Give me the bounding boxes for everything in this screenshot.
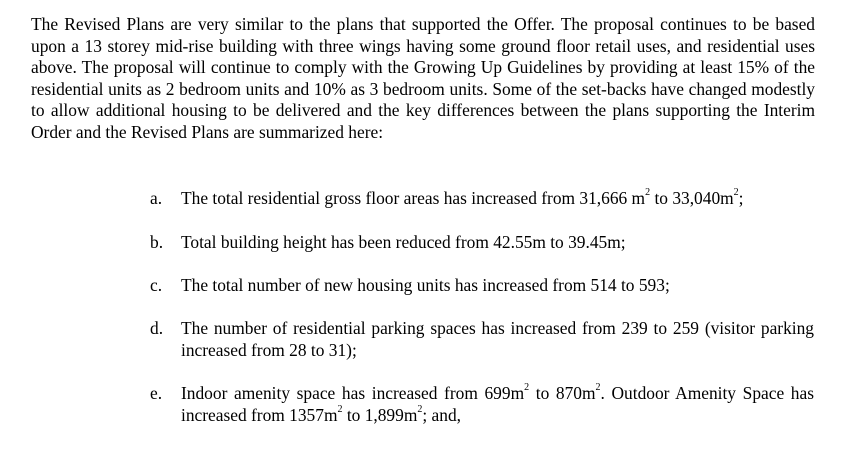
list-item-b (150, 232, 814, 254)
list-item-text: The total residential gross floor areas has increased from 31,666 $m^2$ to $33,040m^2$; (181, 187, 744, 208)
list-marker: d. (150, 318, 164, 338)
list-marker: b. (150, 232, 164, 252)
list-marker: e. (150, 383, 163, 403)
intro-paragraph: The Revised Plans are very similar to the plans that supported the Offer. The proposal continues to be based upon a 13 storey mid-rise building with three wings having some ground floor retail uses, and residential uses above. The proposal will continue to comply with the Growing Up Guidelines by providing at least 15% of the residential units as 2 bedroom units and 10% as 3 bedroom units. Some of the set-backs have changed modestly to allow additional housing to be delivered and the key differences between the plans supporting the Interim Order and the Revised Plans are summarized here: (31, 14, 815, 142)
list-item-text: Total building height has been reduced from 42.55m to 39.45m; (181, 232, 626, 252)
list-item-d (150, 318, 814, 361)
list-item-text: The total number of new housing units has increased from 514 to 593; (181, 275, 670, 295)
list-item-text: Indoor amenity space has increased from $699m^2$ to $870m^2$. Outdoor Amenity Space has increased from $1357m^2$ to $1,899m^2$; and, (181, 382, 814, 425)
list-marker: a. (150, 188, 163, 208)
list-item-a (150, 188, 814, 210)
list-item-text: The number of residential parking spaces has increased from 239 to 259 (visitor parking increased from 28 to 31); (181, 318, 814, 360)
list-item-e (150, 383, 814, 426)
list-marker: c. (150, 275, 163, 295)
list-item-c (150, 275, 814, 297)
